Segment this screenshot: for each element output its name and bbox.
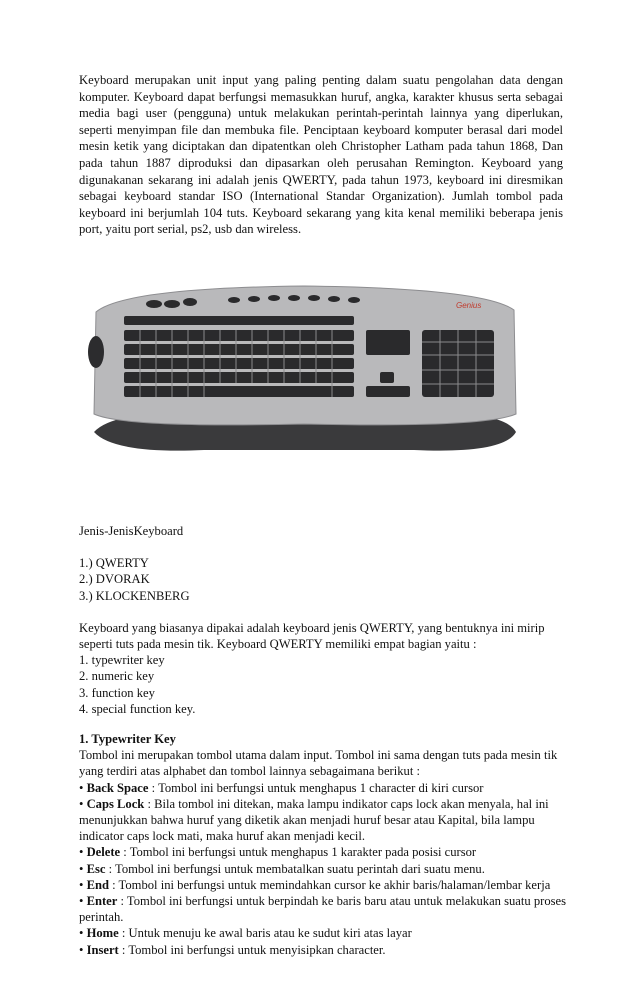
- keyboard-photo: [84, 282, 524, 458]
- part-item: 2. numeric key: [79, 669, 155, 684]
- typewriter-heading: 1. Typewriter Key: [79, 732, 176, 747]
- type-item: 3.) KLOCKENBERG: [79, 588, 190, 603]
- brand-logo: Genius: [456, 301, 482, 310]
- document-page: [79, 72, 563, 238]
- part-item: 4. special function key.: [79, 701, 196, 716]
- typewriter-description: Tombol ini merupakan tombol utama dalam input. Tombol ini sama dengan tuts pada mesin tik yang terdiri atas alphabet dan tombol lainnya sebagaimana berikut :: [79, 748, 558, 779]
- part-item: 1. typewriter key: [79, 653, 165, 668]
- intro-paragraph: Keyboard merupakan unit input yang paling penting dalam suatu pengolahan data dengan komputer. Keyboard dapat berfungsi memasukkan huruf, angka, karakter khusus serta sebagai media bagi user (pengguna) untuk melakukan perintah-perintah lainnya yang diperlukan, seperti menyimpan file dan membuka file. Penciptaan keyboard komputer berasal dari model mesin ketik yang diciptakan dan dipatentkan oleh Christopher Latham pada tahun 1868, Dan pada tahun 1887 diproduksi dan dipasarkan oleh perusahan Remington. Keyboard yang digunakanan sekarang ini adalah jenis QWERTY, pada tahun 1973, keyboard ini diresmikan sebagai keyboard standar ISO (International Standar Organization). Jumlah tombol pada keyboard ini berjumlah 104 tuts. Keyboard sekarang yang kita kenal memiliki beberapa jenis port, yaitu port serial, ps2, usb dan wireless.: [79, 73, 563, 237]
- types-heading: Jenis-JenisKeyboard: [79, 524, 184, 538]
- key-item: • Delete : Tombol ini berfungsi untuk menghapus 1 karakter pada posisi cursor: [79, 845, 477, 860]
- keyboard-illustration: [84, 282, 524, 458]
- key-item: • Caps Lock : Bila tombol ini ditekan, maka lampu indikator caps lock akan menyala, hal ini menunjukkan bahwa huruf yang diketik akan menjadi huruf besar atau Kapital, bila lampu indicator caps lock mati, maka huruf akan menjadi kecil.: [79, 796, 549, 844]
- key-item: • Home : Untuk menuju ke awal baris atau ke sudut kiri atas layar: [79, 926, 412, 941]
- qwerty-paragraph: Keyboard yang biasanya dipakai adalah keyboard jenis QWERTY, yang bentuknya ini mirip seperti tuts pada mesin tik. Keyboard QWERTY memiliki empat bagian yaitu :: [79, 620, 545, 652]
- part-item: 3. function key: [79, 685, 155, 700]
- typewriter-key-list: [79, 780, 569, 958]
- scroll-wheel: [88, 336, 104, 368]
- key-item: • Enter : Tombol ini berfungsi untuk berpindah ke baris baru atau untuk melakukan suatu proses perintah.: [79, 894, 567, 925]
- key-item: • Back Space : Tombol ini berfungsi untuk menghapus 1 character di kiri cursor: [79, 780, 484, 795]
- key-item: • Esc : Tombol ini berfungsi untuk membatalkan suatu perintah dari suatu menu.: [79, 861, 485, 876]
- key-item: • Insert : Tombol ini berfungsi untuk menyisipkan character.: [79, 942, 386, 957]
- lower-section: [79, 523, 569, 958]
- type-item: 1.) QWERTY: [79, 556, 149, 571]
- type-item: 2.) DVORAK: [79, 572, 150, 587]
- key-item: • End : Tombol ini berfungsi untuk memindahkan cursor ke akhir baris/halaman/lembar kerja: [79, 877, 551, 892]
